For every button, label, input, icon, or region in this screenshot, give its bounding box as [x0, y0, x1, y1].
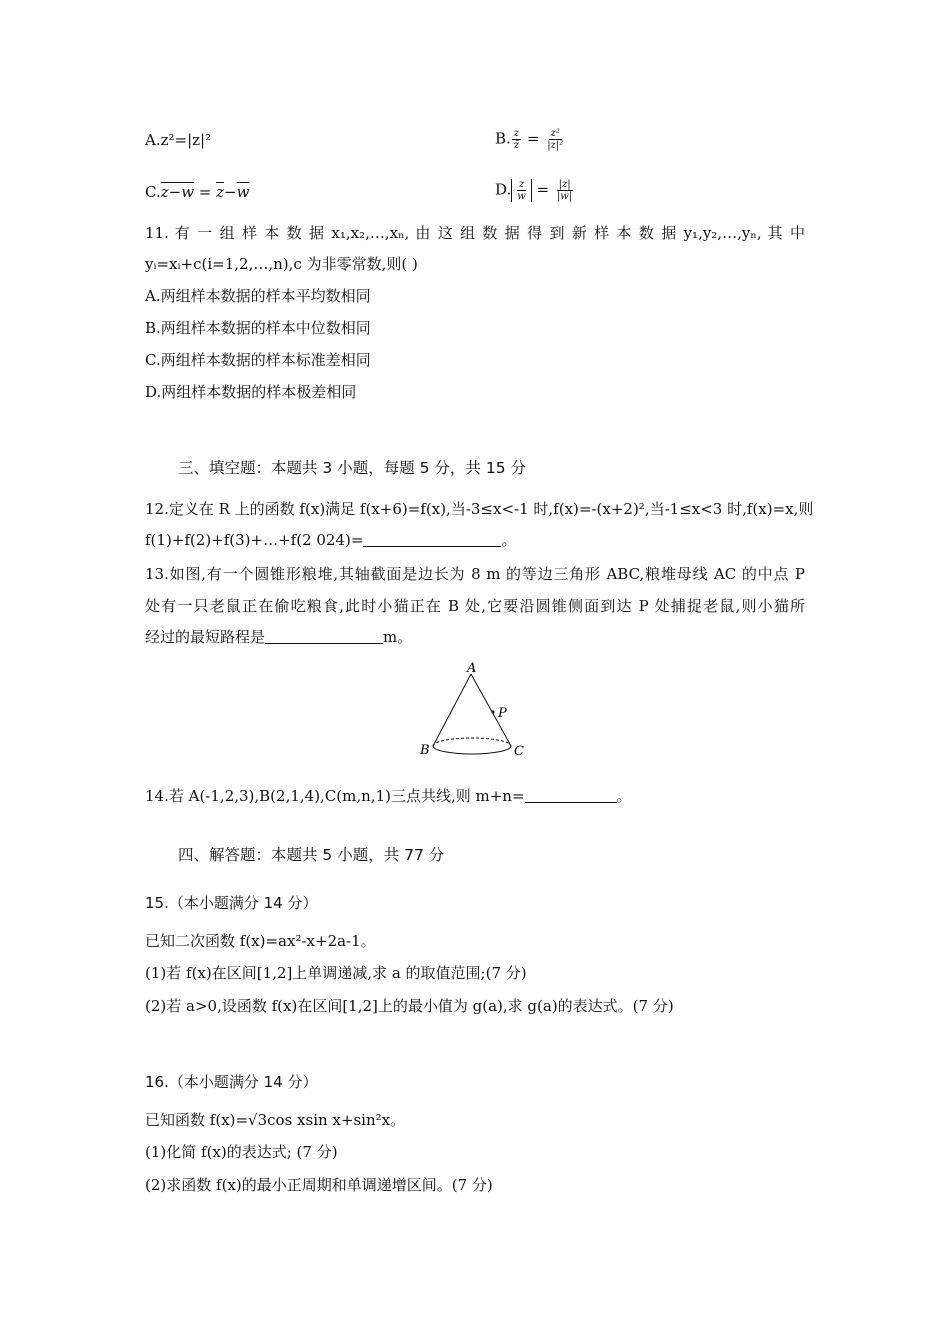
q13-line1: 13.如图,有一个圆锥形粮堆,其轴截面是边长为 8 m 的等边三角形 ABC,粮堆母线 AC 的中点 P: [145, 565, 805, 583]
q10-option-d-lhs: $\frac{z}{w}$: [517, 179, 526, 202]
label-b: B: [420, 743, 430, 758]
q10-option-b: B. $\frac{z}{z̄}$ = $\frac{\text{z²}}{\text{|z|²}}$: [495, 128, 564, 151]
q11-option-a: A.两组样本数据的样本平均数相同: [145, 287, 371, 305]
q16-part2: (2)求函数 f(x)的最小正周期和单调递增区间。(7 分): [145, 1176, 493, 1194]
label-p: P: [498, 706, 507, 721]
cone-base-back: [433, 738, 511, 746]
q10-option-b-lhs: $\frac{z}{z̄}$: [513, 128, 520, 151]
cone-figure: [415, 660, 535, 760]
q10-option-c: $C.z-w = \overline{z}-\overline{w}$: [145, 183, 250, 201]
q10-option-c-lhs: z−w: [160, 183, 195, 201]
q10-option-c-prefix: C.: [145, 183, 161, 201]
q14-answer-blank[interactable]: [525, 802, 617, 803]
q13-line2: 处有一只老鼠正在偷吃粮食,此时小猫正在 B 处,它要沿圆锥侧面到达 P 处捕捉老鼠,则小猫所: [145, 597, 805, 615]
q10-option-a: A.z²=|z|²: [145, 131, 212, 149]
q10-option-b-prefix: B.: [495, 129, 511, 148]
q15-heading: 15.（本小题满分 14 分）: [145, 894, 318, 912]
q12-line2: f(1)+f(2)+f(3)+…+f(2 024)= 。: [145, 531, 517, 549]
section-fill-in-heading: 三、填空题：本题共 3 小题，每题 5 分，共 15 分: [178, 459, 527, 477]
q14-line: 14.若 A(-1,2,3),B(2,1,4),C(m,n,1)三点共线,则 m+n= 。: [145, 787, 632, 805]
q11-option-d: D.两组样本数据的样本极差相同: [145, 383, 357, 401]
cone-base-front: [433, 746, 511, 754]
q10-option-d-rhs: $\frac{|z|}{|w|}$: [556, 179, 573, 202]
q12-answer-blank[interactable]: [363, 546, 501, 547]
section-solution-heading: 四、解答题：本题共 5 小题，共 77 分: [178, 846, 445, 864]
q16-heading: 16.（本小题满分 14 分）: [145, 1073, 318, 1091]
q11-line2: yᵢ=xᵢ+c(i=1,2,…,n),c 为非零常数,则( ): [145, 255, 418, 273]
q10-option-d: D. $\frac{z}{w}$ = $\frac{|z|}{|w|}$: [495, 179, 573, 202]
q15-stem: 已知二次函数 f(x)=ax²-x+2a-1。: [145, 932, 376, 950]
q11-option-c: C.两组样本数据的样本标准差相同: [145, 351, 371, 369]
point-p-marker: [491, 710, 494, 713]
q15-part2: (2)若 a>0,设函数 f(x)在区间[1,2]上的最小值为 g(a),求 g(a)的表达式。(7 分): [145, 997, 674, 1015]
cone-edge-ab: [433, 674, 471, 746]
label-c: C: [514, 744, 524, 759]
q12-line1: 12.定义在 R 上的函数 f(x)满足 f(x+6)=f(x),当-3≤x<-1 时,f(x)=-(x+2)²,当-1≤x<3 时,f(x)=x,则: [145, 500, 814, 518]
q11-option-b: B.两组样本数据的样本中位数相同: [145, 319, 371, 337]
q10-option-b-rhs: $\frac{\text{z²}}{\text{|z|²}}$: [547, 128, 564, 151]
q16-part1: (1)化简 f(x)的表达式; (7 分): [145, 1143, 338, 1161]
q15-part1: (1)若 f(x)在区间[1,2]上单调递减,求 a 的取值范围;(7 分): [145, 964, 527, 982]
q13-answer-blank[interactable]: [265, 643, 383, 644]
q10-option-d-prefix: D.: [495, 180, 512, 199]
q16-stem: 已知函数 f(x)=√3cos xsin x+sin²x。: [145, 1111, 406, 1129]
q13-line3: 经过的最短路程是 m。: [145, 628, 413, 646]
q11-line1: 11. 有 一 组 样 本 数 据 x₁,x₂,…,xₙ, 由 这 组 数 据 得 到 新 样 本 数 据 y₁,y₂,…,yₙ, 其 中: [145, 224, 805, 242]
label-a: A: [467, 661, 477, 676]
